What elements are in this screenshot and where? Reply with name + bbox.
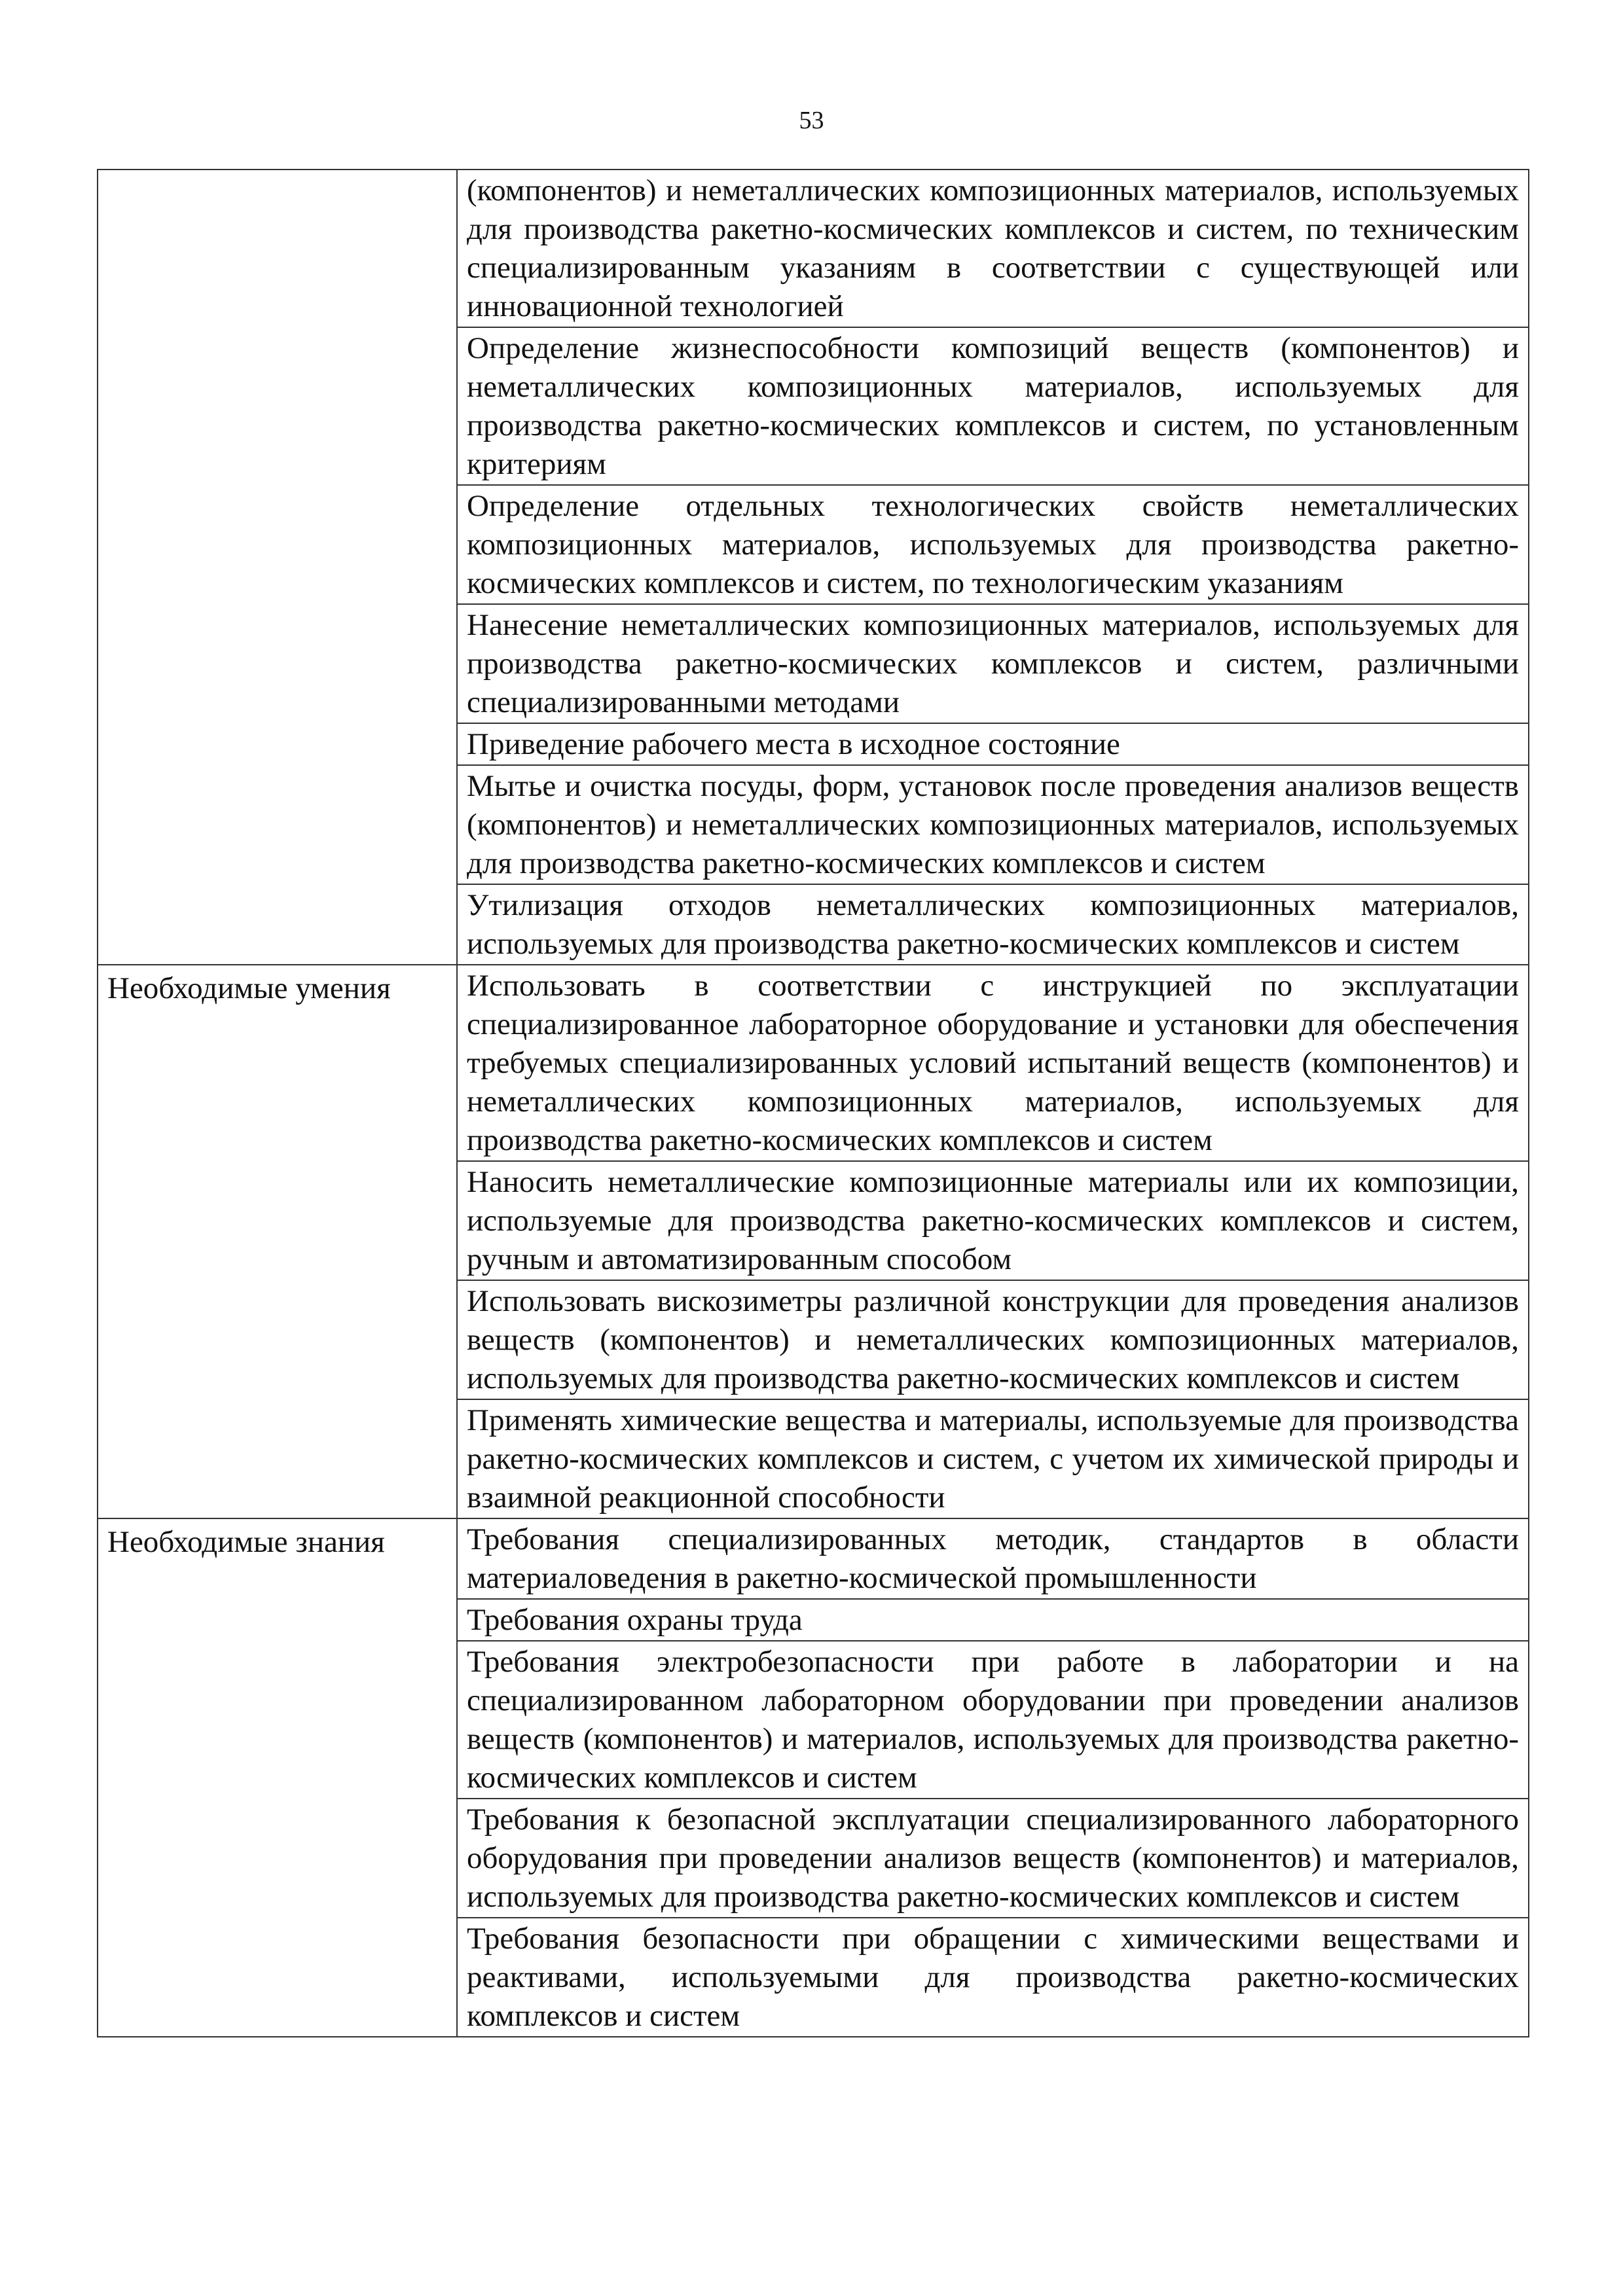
requirement-item: Использовать в соответствии с инструкцией по эксплуатации специализированное лабораторное оборудование и установки для обеспечения требуемых специализированных условий испытаний веществ (компонентов) и неметаллических композиционных материалов, используемых для производства ракетно-космических комплексов и систем — [457, 965, 1529, 1161]
requirement-item: Требования безопасности при обращении с химическими веществами и реактивами, используемыми для производства ракетно-космических комплексов и систем — [457, 1918, 1529, 2037]
requirement-item: (компонентов) и неметаллических композиционных материалов, используемых для производства ракетно-космических комплексов и систем, по техническим специализированным указаниям в соответствии с существующей или инновационной технологией — [457, 170, 1529, 327]
requirement-item: Требования специализированных методик, стандартов в области материаловедения в ракетно-космической промышленности — [457, 1518, 1529, 1599]
table-body — [98, 170, 1529, 2037]
requirement-item: Приведение рабочего места в исходное состояние — [457, 723, 1529, 765]
section-label-2: Необходимые знания — [98, 1518, 457, 2037]
section-label-0 — [98, 170, 457, 965]
table-row — [98, 170, 1529, 327]
table-row — [98, 965, 1529, 1161]
requirement-item: Нанесение неметаллических композиционных материалов, используемых для производства ракетно-космических комплексов и систем, различными специализированными методами — [457, 604, 1529, 723]
requirements-table — [97, 169, 1529, 2037]
requirement-item: Требования охраны труда — [457, 1599, 1529, 1641]
requirement-item: Определение отдельных технологических свойств неметаллических композиционных материалов, используемых для производства ракетно-космических комплексов и систем, по технологическим указаниям — [457, 485, 1529, 604]
requirement-item: Использовать вискозиметры различной конструкции для проведения анализов веществ (компонентов) и неметаллических композиционных материалов, используемых для производства ракетно-космических комплексов и систем — [457, 1280, 1529, 1399]
requirement-item: Применять химические вещества и материалы, используемые для производства ракетно-космических комплексов и систем, с учетом их химической природы и взаимной реакционной способности — [457, 1399, 1529, 1518]
requirement-item: Мытье и очистка посуды, форм, установок после проведения анализов веществ (компонентов) и неметаллических композиционных материалов, используемых для производства ракетно-космических комплексов и систем — [457, 765, 1529, 884]
requirement-item: Определение жизнеспособности композиций веществ (компонентов) и неметаллических композиционных материалов, используемых для производства ракетно-космических комплексов и систем, по установленным критериям — [457, 327, 1529, 485]
requirement-item: Утилизация отходов неметаллических композиционных материалов, используемых для производства ракетно-космических комплексов и систем — [457, 884, 1529, 965]
section-label-1: Необходимые умения — [98, 965, 457, 1518]
requirement-item: Наносить неметаллические композиционные материалы или их композиции, используемые для производства ракетно-космических комплексов и систем, ручным и автоматизированным способом — [457, 1161, 1529, 1280]
requirement-item: Требования к безопасной эксплуатации специализированного лабораторного оборудования при проведении анализов веществ (компонентов) и материалов, используемых для производства ракетно-космических комплексов и систем — [457, 1799, 1529, 1918]
table-row — [98, 1518, 1529, 1599]
requirement-item: Требования электробезопасности при работе в лаборатории и на специализированном лабораторном оборудовании при проведении анализов веществ (компонентов) и материалов, используемых для производства ракетно-космических комплексов и систем — [457, 1641, 1529, 1799]
page-number: 53 — [799, 107, 824, 134]
